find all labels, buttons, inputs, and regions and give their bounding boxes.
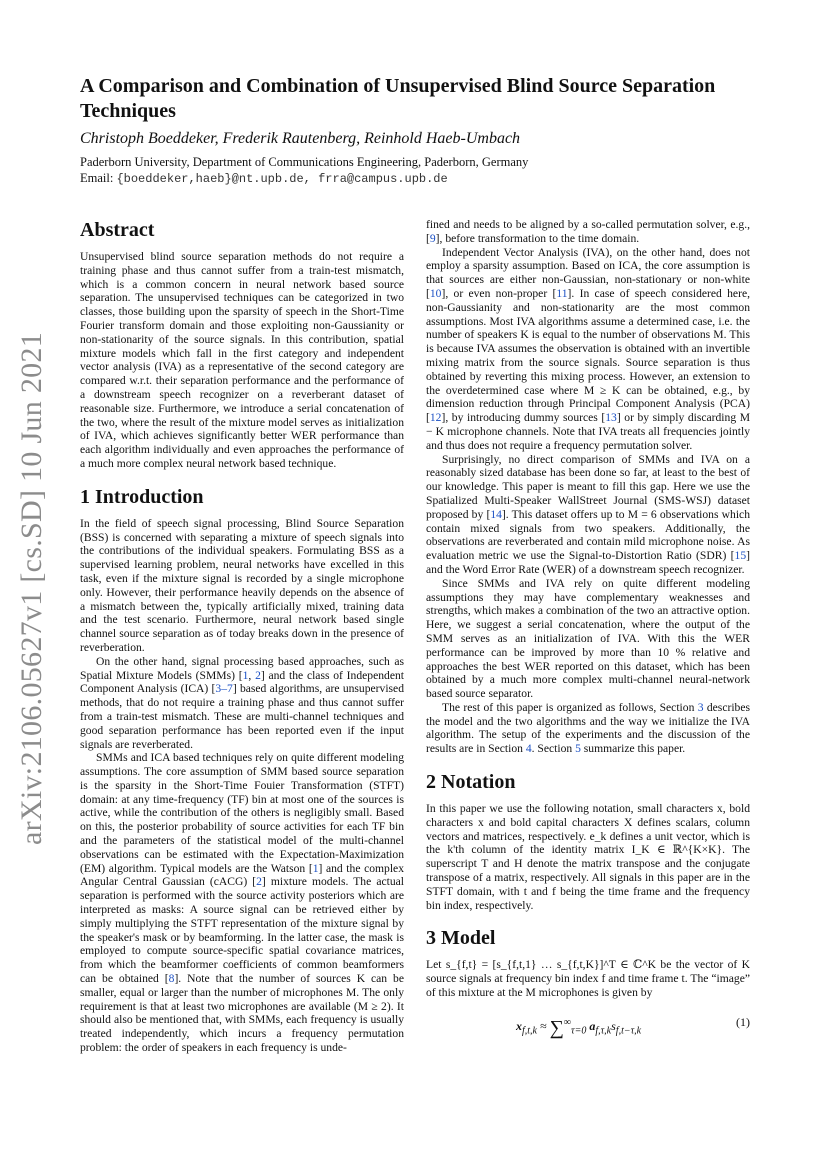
citation-link[interactable]: 14 [490,507,502,521]
left-column [80,218,404,1055]
affiliation-block [80,154,528,187]
citation-link[interactable]: 10 [429,286,442,300]
intro-paragraph-outline: The rest of this paper is organized as follows, Section 3 describes the model and the two algorithms and the way we initialize the IVA algorithm. The setup of the experiments and the discussion of the results are in Section 4. Section 5 summarize this paper. [426,700,750,756]
intro-paragraph-1: In the field of speech signal processing, Blind Source Separation (BSS) is concerned with separating a mixture of speech signals into the contributions of the individual speakers. Formulating BSS as a supervised learning problem, neural networks have excelled in this task, even if the mixture signal is recorded by a single microphone only. However, their performance heavily depends on the absence of a mismatch between the, typically artificially mixed, training data and the test scenario. Furthermore, neural network based single channel source separation as of today breaks down in the presence of reverberation. [80,516,404,654]
notation-heading: 2 Notation [426,771,516,794]
intro-paragraph-2: On the other hand, signal processing based approaches, such as Spatial Mixture Models (SMMs) [1, 2] and the class of Independent Component Analysis (ICA) [3–7] based algorithms, are unsupervised methods, that do not require a training phase and thus cannot suffer from a train-test mismatch. These are multi-channel techniques and good separation performance has been reported even if the input signals are reverberated. [80,654,404,751]
citation-link[interactable]: 11 [556,286,568,300]
intro-paragraph-combination: Since SMMs and IVA rely on quite different modeling assumptions they may have complementary weaknesses and strengths, which makes a combination of the two an attractive option. Here, we suggest a serial concatenation, where the output of the SMM serves as an initialization of IVA. With this the WER performance can be improved by more than 10 % relative and approaches the best WER reported on this dataset, which has been obtained by a much more complex multi-channel neural-network based source separator. [426,576,750,701]
citation-link[interactable]: 3–7 [215,682,233,696]
citation-link[interactable]: 1 [312,861,319,875]
equation-body: $x_{f,t,k} \approx \sum^\infty_{\tau=0}$ $a_{f,\tau,k}s_{f,t-\tau,k}$ [516,1016,642,1039]
model-text: Let s_{f,t} = [s_{f,t,1} … s_{f,t,K}]^T ∈ ℂ^K be the vector of K source signals at frequency bin index f and time frame t. The “image” of this mixture at the M microphones is given by [426,958,750,1000]
citation-link[interactable]: 1 [242,668,249,682]
arxiv-identifier: arXiv:2106.05627v1 [cs.SD] 10 Jun 2021 [15,331,48,845]
section-link[interactable]: 3 [697,700,704,714]
intro-paragraph-dataset: Surprisingly, no direct comparison of SMMs and IVA on a reasonably sized database has been done so far, at least to the best of our knowledge. This paper is meant to fill this gap. Here we use the Spatialized Multi-Speaker WallStreet Journal (SMS-WSJ) dataset proposed by [14]. This dataset offers up to M = 6 observations which contain mixed signals from two speakers. Additionally, the observations are reverberated and contain mild microphone noise. As evaluation metric we use the Signal-to-Distortion Ratio (SDR) [15] and the Word Error Rate (WER) of a downstream speech recognizer. [426,452,750,576]
citation-link[interactable]: 12 [429,411,442,425]
equation-1 [426,1008,750,1046]
section-link[interactable]: 4 [525,742,532,756]
intro-paragraph-continued: fined and needs to be aligned by a so-called permutation solver, e.g., [9], before transformation to the time domain. [426,218,750,245]
citation-link[interactable]: 13 [605,411,617,425]
equation-number: (1) [736,1014,750,1029]
citation-link[interactable]: 15 [734,549,747,563]
intro-paragraph-iva: Independent Vector Analysis (IVA), on the other hand, does not employ a sparsity assumption. Based on ICA, the core assumption is that sources are either non-Gaussian, non-stationary or non-white [10], or even non-proper [11]. In case of speech considered here, non-Gaussianity and non-stationarity are the most common assumptions. Most IVA algorithms assume a determined case, i.e. the number of speakers K is equal to the number of observations M. This is because IVA assumes the observation is obtained with an invertible mixing matrix from the source signals. Source separation is thus obtained by reverting this mixing process. However, an extension to the overdetermined case where M ≥ K can be obtained, e.g., by dimension reduction through Principal Component Analysis (PCA) [12], by introducing dummy sources [13] or by simply discarding M − K microphone channels. Note that IVA treats all frequencies jointly and thus does not require a frequency permutation solver. [426,245,750,452]
email-addresses: {boeddeker,haeb}@nt.upb.de, frra@campus.upb.de [116,172,448,186]
abstract-text: Unsupervised blind source separation methods do not require a training phase and thus cannot suffer from a train-test mismatch, which is a common concern in neural network based source separation. The unsupervised techniques can be categorized in two classes, those building upon the sparsity of speech in the Short-Time Fourier transform domain and those exploiting non-Gaussianity or non-stationarity of the source signals. In this contribution, spatial mixture models which fall in the first category and independent vector analysis (IVA) as a representative of the second category are compared w.r.t. their separation performance and the performance of a downstream speech recognizer on a reverberant dataset of reasonable size. Furthermore, we introduce a serial concatenation of the two, where the result of the mixture model serves as initialization of IVA, which achieves significantly better WER performance than each algorithm individually and even approaches the performance of a much more complex neural network based technique. [80,250,404,470]
paper-title: A Comparison and Combination of Unsupervised Blind Source Separation Techniques [80,75,716,122]
section-link[interactable]: 5 [575,742,581,756]
citation-link[interactable]: 2 [255,668,261,682]
right-column [426,218,750,1046]
introduction-heading: 1 Introduction [80,485,204,508]
citation-link[interactable]: 8 [168,972,175,986]
intro-paragraph-3: SMMs and ICA based techniques rely on quite different modeling assumptions. The core assumption of SMM based source separation is the sparsity in the Short-Time Fouier Transformation (STFT) domain: at any time-frequency (TF) bin at most one of the sources is active, while the contribution of the others is negligibly small. Based on this, the posterior probability of source activities for each TF bin and the parameters of the statistical model of the multi-channel observations can be estimated with the Expectation-Maximization (EM) algorithm. Typical models are the Watson [1] and the complex Angular Central Gaussian (cACG) [2] mixture models. The actual separation is performed with the source activity posteriors which are interpreted as masks: A source signal can be retrieved either by simply multiplying the STFT representation of the mixture signal by the speaker's mask or by beamforming. In the latter case, the mask is employed to compute source-specific spatial covariance matrices, from which the beamformer coefficients of common beamformers can be obtained [8]. Note that the number of sources K can be smaller, equal or larger than the number of microphones M. The only requirement is that at least two microphones are available (M ≥ 2). It should also be mentioned that, with SMMs, each frequency is usually treated independently, which incurs a frequency permutation problem: the order of speakers in each frequency is unde- [80,751,404,1055]
notation-text: In this paper we use the following notation, small characters x, bold characters x and bold capital characters X defines scalars, column vectors and matrices, respectively. e_k defines a unit vector, which is the k'th column of the identity matrix I_K ∈ ℝ^{K×K}. The superscript T and H denote the matrix transpose and the conjugate transpose of a matrix, respectively. All signals in this paper are in the STFT domain, with t and f being the time frame and the frequency bin index, respectively. [426,802,750,912]
abstract-heading: Abstract [80,219,155,241]
email-label: Email: [80,171,114,185]
affiliation: Paderborn University, Department of Communications Engineering, Paderborn, Germany [80,155,529,169]
model-heading: 3 Model [426,927,496,950]
citation-link[interactable]: 9 [429,231,436,245]
author-list: Christoph Boeddeker, Frederik Rautenberg, Reinhold Haeb-Umbach [80,130,521,147]
email-line [80,170,528,187]
citation-link[interactable]: 2 [256,875,262,889]
